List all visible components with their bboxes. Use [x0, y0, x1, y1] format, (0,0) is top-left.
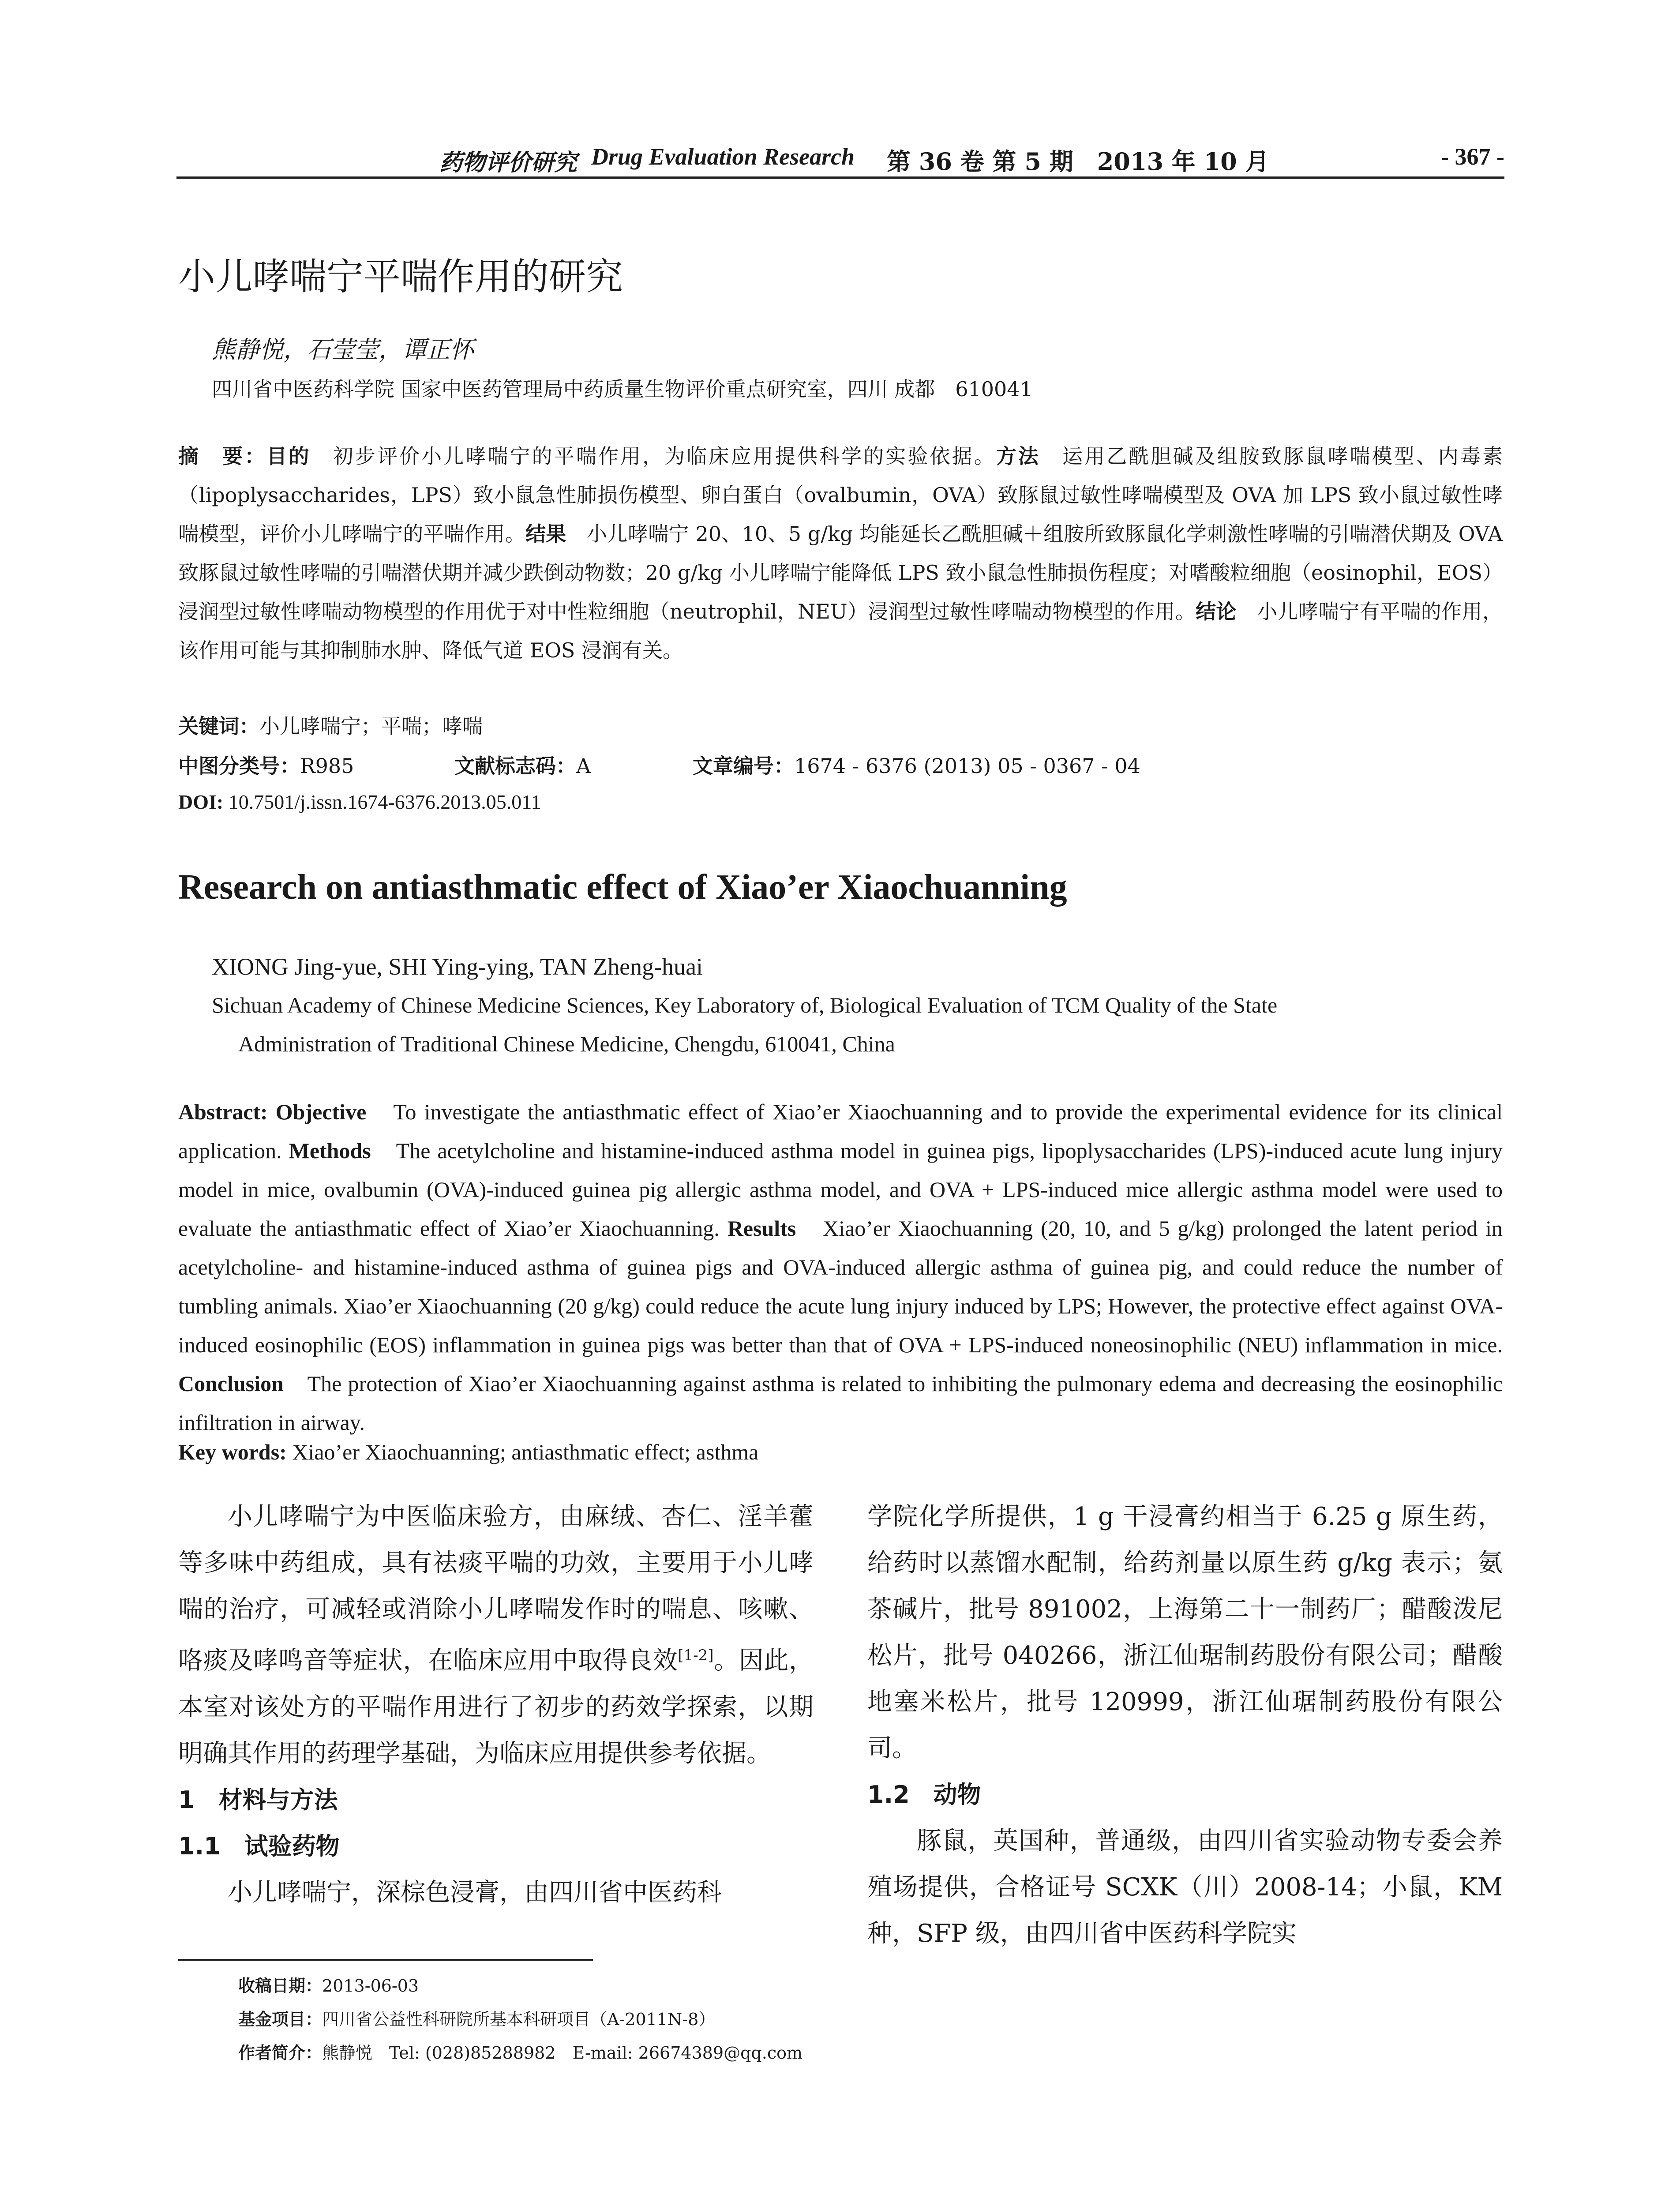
articleno-label: 文章编号：	[693, 754, 794, 778]
en-conclusion: The protection of Xiao’er Xiaochuanning against asthma is related to inhibiting the pulmonary edema and decreasing the eosinophilic infiltration in airway.	[178, 1371, 1503, 1435]
en-keywords	[178, 1439, 758, 1465]
en-objective: To investigate the antiasthmatic effect of Xiao’er Xiaochuanning and to provide the experimental evidence for its clinical application.	[178, 1099, 1503, 1163]
en-title: Research on antiasthmatic effect of Xiao’er Xiaochuanning	[178, 868, 1067, 907]
fund-label: 基金项目：	[238, 2010, 322, 2029]
articleno-value: 1674 - 6376 (2013) 05 - 0367 - 04	[794, 754, 1140, 778]
author-text: 熊静悦 Tel: (028)85288982 E-mail: 26674389@qq.com	[322, 2043, 803, 2063]
cn-abstract	[178, 437, 1503, 670]
en-abstract-label: Abstract: Objective	[178, 1099, 367, 1124]
cn-authors: 熊静悦，石莹莹，谭正怀	[212, 336, 474, 364]
en-authors: XIONG Jing-yue, SHI Ying-ying, TAN Zheng-huai	[212, 953, 703, 980]
doccode-label: 文献标志码：	[454, 754, 576, 778]
cn-results: 小儿哮喘宁 20、10、5 g/kg 均能延长乙酰胆碱＋组胺所致豚鼠化学刺激性哮喘的引喘潜伏期及 OVA 致豚鼠过敏性哮喘的引喘潜伏期并减少跌倒动物数；20 g/kg 小儿哮喘宁能降低 LPS 致小鼠急性肺损伤程度；对嗜酸粒细胞（eosinophil，EOS）浸润型过敏性哮喘动物模型的作用优于对中性粒细胞（neutrophil，NEU）浸润型过敏性哮喘动物模型的作用。	[178, 522, 1503, 623]
body-right-column	[867, 1493, 1503, 1957]
en-abstract	[178, 1092, 1503, 1442]
running-header	[176, 140, 1504, 176]
section-1-1-heading: 1.1 试验药物	[178, 1832, 340, 1860]
issue-info: 第 36 卷 第 5 期 2013 年 10 月	[887, 147, 1269, 176]
intro-citation: [1-2]	[678, 1647, 714, 1664]
author-label: 作者简介：	[238, 2043, 322, 2063]
cn-doccode-row	[454, 750, 591, 779]
received-label: 收稿日期：	[238, 1976, 322, 1996]
footnote-author	[238, 2039, 802, 2063]
doccode-value: A	[576, 754, 591, 778]
received-date: 2013-06-03	[322, 1976, 419, 1996]
cn-abstract-label: 摘 要：	[178, 444, 267, 468]
cn-conclusion-label: 结论	[1196, 600, 1237, 623]
journal-logo: 药物评价研究	[439, 149, 578, 176]
cn-classification-row	[178, 750, 354, 779]
en-methods-label: Methods	[289, 1138, 371, 1163]
cn-articleno-row	[693, 750, 1140, 779]
animals-paragraph: 豚鼠，英国种，普通级，由四川省实验动物专委会养殖场提供，合格证号 SCXK（川）2008-14；小鼠，KM 种，SFP 级，由四川省中医药科学院实	[867, 1827, 1503, 1948]
intro-paragraph	[178, 1493, 814, 1777]
drugs-paragraph-start: 小儿哮喘宁，深棕色浸膏，由四川省中医药科	[228, 1878, 722, 1907]
cn-methods-label: 方法	[996, 444, 1041, 468]
footnote-rule	[178, 1959, 593, 1961]
doi-row	[178, 790, 541, 814]
footnote-fund	[238, 2006, 715, 2030]
en-affiliation	[212, 986, 1503, 1063]
en-affiliation-line1: Sichuan Academy of Chinese Medicine Sciences, Key Laboratory of, Biological Evaluation of TCM Quality of the State	[212, 993, 1278, 1017]
intro-text-a: 小儿哮喘宁为中医临床验方，由麻绒、杏仁、淫羊藿等多味中药组成，具有祛痰平喘的功效，主要用于小儿哮喘的治疗，可减轻或消除小儿哮喘发作时的喘息、咳嗽、咯痰及哮鸣音等症状，在临床应用中取得良效	[178, 1502, 814, 1675]
en-affiliation-line2: Administration of Traditional Chinese Medicine, Chengdu, 610041, China	[238, 1032, 895, 1056]
cn-title: 小儿哮喘宁平喘作用的研究	[178, 255, 623, 298]
cn-keywords-label: 关键词：	[178, 714, 259, 738]
fund-text: 四川省公益性科研院所基本科研项目（A-2011N-8）	[322, 2010, 716, 2029]
en-methods: The acetylcholine and histamine-induced asthma model in guinea pigs, lipoplysaccharides (LPS)-induced acute lung injury model in mice, ovalbumin (OVA)-induced guinea pig allergic asthma model, and OVA + LPS-induced mice allergic asthma model were used to evaluate the antiasthmatic effect of Xiao’er Xiaochuanning.	[178, 1138, 1503, 1241]
cn-keywords	[178, 710, 483, 739]
header-rule	[176, 176, 1504, 179]
clc-label: 中图分类号：	[178, 754, 300, 778]
en-results: Xiao’er Xiaochuanning (20, 10, and 5 g/kg) prolonged the latent period in acetylcholine- and histamine-induced asthma of guinea pigs and OVA-induced allergic asthma of guinea pig, and could reduce the number of tumbling animals. Xiao’er Xiaochuanning (20 g/kg) could reduce the acute lung injury induced by LPS; However, the protective effect against OVA-induced eosinophilic (EOS) inflammation in guinea pigs was better than that of OVA + LPS-induced noneosinophilic (NEU) inflammation in mice.	[178, 1216, 1503, 1357]
cn-methods: 运用乙酰胆碱及组胺致豚鼠哮喘模型、内毒素（lipoplysaccharides，LPS）致小鼠急性肺损伤模型、卵白蛋白（ovalbumin，OVA）致豚鼠过敏性哮喘模型及 OVA 加 LPS 致小鼠过敏性哮喘模型，评价小儿哮喘宁的平喘作用。	[178, 444, 1503, 546]
clc-value: R985	[300, 754, 354, 778]
cn-keywords-text: 小儿哮喘宁；平喘；哮喘	[259, 714, 483, 738]
section-1-heading: 1 材料与方法	[178, 1786, 338, 1814]
body-left-column	[178, 1493, 814, 1916]
doi-value: 10.7501/j.issn.1674-6376.2013.05.011	[223, 791, 541, 813]
cn-objective: 初步评价小儿哮喘宁的平喘作用，为临床应用提供科学的实验依据。	[311, 444, 996, 468]
en-keywords-text: Xiao’er Xiaochuanning; antiasthmatic effect; asthma	[286, 1440, 759, 1464]
en-conclusion-label: Conclusion	[178, 1371, 284, 1396]
intro-text-b: 。因此，本室对该处方的平喘作用进行了初步的药效学探索，以期明确其作用的药理学基础，为临床应用提供参考依据。	[178, 1646, 814, 1768]
doi-label: DOI:	[178, 791, 224, 813]
cn-affiliation: 四川省中医药科学院 国家中医药管理局中药质量生物评价重点研究室，四川 成都 610041	[212, 377, 1033, 401]
drugs-paragraph-cont: 学院化学所提供，1 g 干浸膏约相当于 6.25 g 原生药，给药时以蒸馏水配制，给药剂量以原生药 g/kg 表示；氨茶碱片，批号 891002，上海第二十一制药厂；醋酸泼尼松片，批号 040266，浙江仙琚制药股份有限公司；醋酸地塞米松片，批号 120999，浙江仙琚制药股份有限公司。	[867, 1502, 1503, 1763]
en-results-label: Results	[727, 1216, 796, 1241]
page-number: - 367 -	[1441, 143, 1504, 170]
cn-objective-label: 目的	[266, 444, 311, 468]
journal-name: Drug Evaluation Research	[591, 143, 855, 170]
section-1-2-heading: 1.2 动物	[867, 1781, 981, 1808]
cn-results-label: 结果	[525, 522, 566, 546]
footnote-received	[238, 1972, 419, 1996]
en-keywords-label: Key words:	[178, 1440, 287, 1464]
cn-conclusion: 小儿哮喘宁有平喘的作用，该作用可能与其抑制肺水肿、降低气道 EOS 浸润有关。	[178, 600, 1503, 662]
